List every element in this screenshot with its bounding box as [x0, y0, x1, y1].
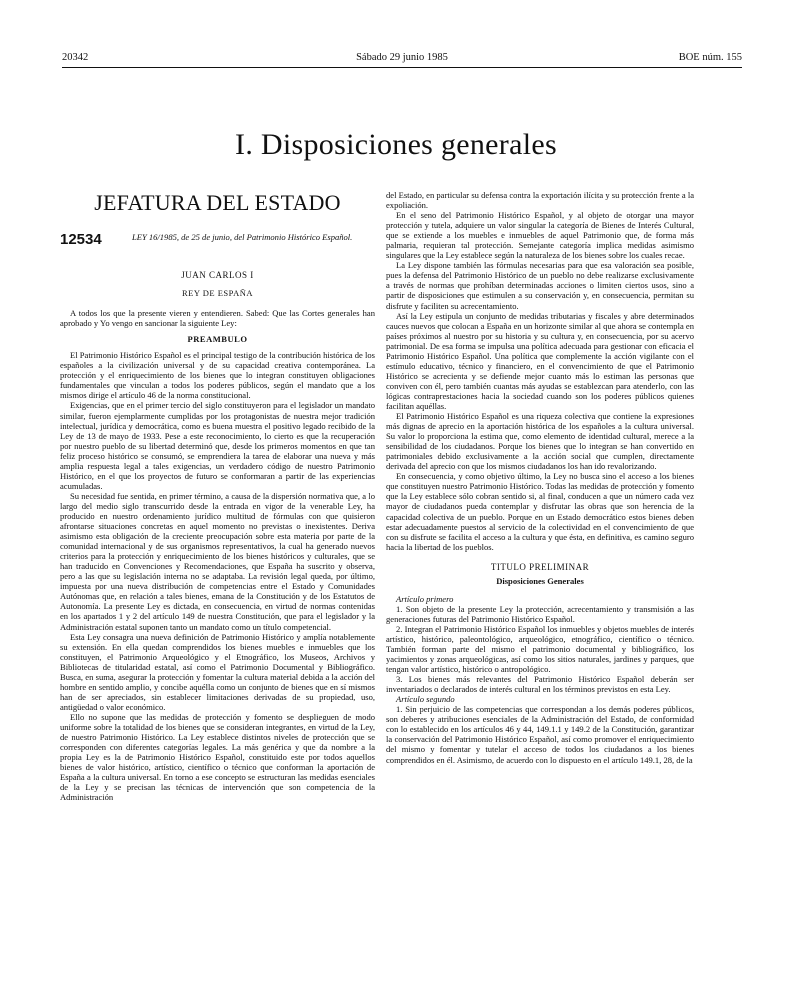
article-paragraph: 1. Sin perjuicio de las competencias que correspondan a los demás poderes públicos, son deberes y atribuciones esenciales de la Administración del Estado, de conformidad con lo establecido en los artículos 46 y 44, 149.1.1 y 149.2 de la Constitución, garantizar la conservación del Patrimonio Histórico Español, así como promover el enriquecimiento del mismo y fomentar y tutelar el acceso de todos los ciudadanos a los bienes comprendidos en él. Asimismo, de acuerdo con lo dispuesto en el artículo 149.1, 28, de la — [386, 704, 694, 765]
king-subtitle: REY DE ESPAÑA — [181, 288, 254, 299]
publication-date: Sábado 29 junio 1985 — [356, 52, 448, 63]
title-heading: TITULO PRELIMINAR — [490, 561, 590, 572]
law-title: LEY 16/1985, de 25 de junio, del Patrimonio Histórico Español. — [132, 232, 353, 242]
preamble-paragraph: Esta Ley consagra una nueva definición de Patrimonio Histórico y amplía notablemente su extensión. En ella quedan comprendidos los bienes muebles e inmuebles que los constituyen, el Patrimonio Arqueológico y el Etnográfico, los Museos, Archivos y Bibliotecas de titularidad estatal, así como el Patrimonio Documental y Bibliográfico. Busca, en suma, asegurar la protección y fomentar la cultura material debida a la acción del hombre en sentido amplio, y concibe aquélla como un conjunto de bienes que en sí mismos han de ser apreciados, sin establecer limitaciones derivadas de su propiedad, uso, antigüedad o valor económico. — [60, 631, 375, 712]
header-rule — [62, 67, 742, 68]
preamble-paragraph: Ello no supone que las medidas de protección y fomento se desplieguen de modo uniforme sobre la totalidad de los bienes que se consideran integrantes, en virtud de la Ley, de nuestro Patrimonio Histórico. La Ley establece distintos niveles de protección que se corresponden con diferentes categorías legales. La más genérica y que da nombre a la propia Ley es la de Patrimonio Histórico Español, constituido este por todos aquellos bienes de valor histórico, artístico, científico o técnico que conforman la aportación de España a la cultura universal. En torno a ese concepto se estructuran las medidas esenciales de la Ley y se precisan las técnicas de intervención que son competencia de la Administración — [60, 711, 375, 803]
preamble-paragraph: Así la Ley estipula un conjunto de medidas tributarias y fiscales y abre determinados cauces nuevos que colocan a España en un horizonte similar al que ahora se contempla en países próximos al nuestro por su historia y su cultura y, en consecuencia, por su acervo patrimonial. De esa forma se impulsa una política adecuada para gestionar con eficacia el Patrimonio Histórico Español. Una política que complemente la acción vigilante con el estímulo educativo, técnico y financiero, en el convencimiento de que el Patrimonio Histórico se acrecienta y se defiende mejor cuanto más lo estiman las personas que conviven con él, pero también cuantas más ayudas se establezcan para atenderlo, con las lógicas contraprestaciones hacia la sociedad cuando son los poderes públicos quienes facilitan aquéllas. — [386, 310, 694, 411]
article-heading: Artículo primero — [396, 593, 454, 604]
preamble-paragraph: Su necesidad fue sentida, en primer término, a causa de la dispersión normativa que, a lo largo del medio siglo transcurrido desde la entrada en vigor de la venerable Ley, ha producido en nuestro ordenamiento jurídico multitud de fórmulas con que quisieron afrontarse situaciones concretas en aquel momento no previstas o inexistentes. Deriva asimismo esta obligación de la creciente preocupación sobre esta materia por parte de la comunidad internacional y de sus organismos representativos, la cual ha generado nuevos criterios para la protección y enriquecimiento de los bienes históricos y culturales, que se han traducido en Convenciones y Recomendaciones, que España ha suscrito y observa, pero a las que su legislación interna no se adaptaba. La revisión legal queda, por último, impuesta por una nueva distribución de competencias entre el Estado y Comunidades Autónomas que, en relación a tales bienes, emana de la Constitución y de los Estatutos de Autonomía. La presente Ley es dictada, en consecuencia, en virtud de normas contenidas en los apartados 1 y 2 del artículo 149 de nuestra Constitución, que para el legislador y la Administración estatal suponen tanto un mandato como un título competencial. — [60, 490, 375, 632]
preamble-paragraph: El Patrimonio Histórico Español es una riqueza colectiva que contiene la expresiones más dignas de aprecio en la aportación histórica de los españoles a la cultura universal. Su valor lo proporciona la estima que, como elemento de identidad cultural, merece a la sensibilidad de los ciudadanos. Porque los bienes que lo integran se han convertido en patrimoniales debido exclusivamente a la acción social que cumplen, directamente derivada del aprecio con que los mismos ciudadanos los han ido revalorizando. — [386, 411, 694, 472]
article-paragraph: 2. Integran el Patrimonio Histórico Español los inmuebles y objetos muebles de interés artístico, histórico, paleontológico, arqueológico, etnográfico, científico o técnico. También forman parte del mismo el patrimonio documental y bibliográfico, los yacimientos y zonas arqueológicas, así como los sitios naturales, jardines y parques, que tengan valor artístico, histórico o antropológico. — [386, 623, 694, 675]
page-number: 20342 — [62, 52, 89, 63]
preamble-paragraph: del Estado, en particular su defensa contra la exportación ilícita y su protección frente a la expoliación. — [386, 190, 694, 211]
article-paragraph: 3. Los bienes más relevantes del Patrimonio Histórico Español deberán ser inventariados o declarados de interés cultural en los términos previstos en esta Ley. — [386, 674, 694, 695]
section-title: I. Disposiciones generales — [235, 128, 557, 161]
preamble-paragraph: En consecuencia, y como objetivo último, la Ley no busca sino el acceso a los bienes que constituyen nuestro Patrimonio Histórico. Todas las medidas de protección y fomento que la Ley establece sólo cobran sentido si, al final, conducen a que un número cada vez mayor de ciudadanos pueda contemplar y disfrutar las obras que son herencia de la capacidad colectiva de un pueblo. Porque en un Estado democrático estos bienes deben estar adecuadamente puestos al servicio de la colectividad en el convencimiento de que con su disfrute se facilita el acceso a la cultura y que ésta, en definitiva, es camino seguro hacia la libertad de los pueblos. — [386, 471, 694, 552]
law-number: 12534 — [60, 231, 102, 248]
law-heading — [60, 232, 375, 256]
bulletin-number: BOE núm. 155 — [678, 52, 742, 63]
page-header — [62, 50, 742, 70]
article-paragraph: 1. Son objeto de la presente Ley la protección, acrecentamiento y transmisión a las generaciones futuras del Patrimonio Histórico Español. — [386, 603, 694, 624]
preamble-paragraph: Exigencias, que en el primer tercio del siglo constituyeron para el legislador un mandato similar, fueron ejemplarmente cumplidas por los protagonistas de nuestra mejor tradición intelectual, jurídica y democrática, como es buena muestra el positivo legado recibido de la Ley de 13 de mayo de 1933. Pese a este reconocimiento, lo cierto es que la recuperación por nuestro pueblo de su libertad determinó que, desde los primeros momentos en que tan feliz proceso histórico se consumó, se emprendiera la tarea de elaborar una nueva y más amplia respuesta legal a tales exigencias, un verdadero código de nuestro Patrimonio Histórico, en el que los proyectos de futuro se conformaran a partir de las experiencias acumuladas. — [60, 400, 375, 491]
left-column — [60, 190, 375, 990]
chapter-heading: Disposiciones Generales — [496, 575, 584, 586]
preamble-paragraph: La Ley dispone también las fórmulas necesarias para que esa valoración sea posible, pues la defensa del Patrimonio Histórico de un pueblo no debe realizarse exclusivamente a través de normas que prohíban determinadas acciones o limiten ciertos usos, sino a partir de disposiciones que estimulen a su conservación y, en consecuencia, permitan su disfrute y faciliten su acrecentamiento. — [386, 260, 694, 311]
preamble-paragraph: El Patrimonio Histórico Español es el principal testigo de la contribución histórica de los españoles a la civilización universal y de su capacidad creativa contemporánea. La protección y el enriquecimiento de los bienes que lo integran constituyen obligaciones fundamentales que vinculan a todos los poderes públicos, según el mandato que a los mismos dirige el artículo 46 de la norma constitucional. — [60, 350, 375, 401]
promulgation-intro: A todos los que la presente vieren y entendieren. Sabed: Que las Cortes generales han aprobado y Yo vengo en sancionar la siguiente Ley: — [60, 308, 375, 329]
org-title: JEFATURA DEL ESTADO — [94, 190, 341, 215]
preamble-paragraph: En el seno del Patrimonio Histórico Español, y al objeto de otorgar una mayor protección y tutela, adquiere un valor singular la categoría de Bienes de Interés Cultural, que se extiende a los muebles e inmuebles de aquel Patrimonio que, de forma más palmaria, requieran tal protección. Semejante categoría implica medidas asimismo singulares que la Ley establece según la naturaleza de los bienes sobre los cuales recae. — [386, 210, 694, 261]
king-name: JUAN CARLOS I — [181, 270, 254, 280]
article-heading: Artículo segundo — [396, 694, 455, 705]
right-column — [386, 190, 694, 990]
preamble-heading: PREAMBULO — [187, 334, 248, 345]
